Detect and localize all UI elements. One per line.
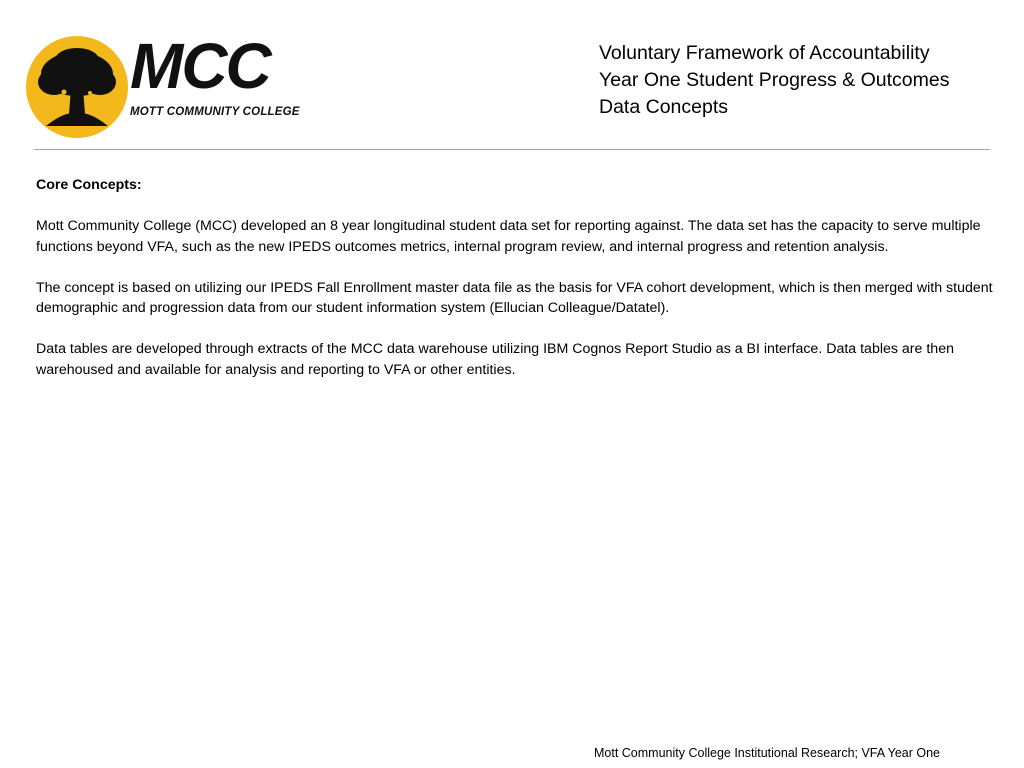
paragraph: The concept is based on utilizing our IPEDS Fall Enrollment master data file as the basis for VFA cohort development, which is then merged with student demographic and progression data from our student information system (Ellucian Colleague/Datatel). [36, 279, 993, 316]
section-heading: Core Concepts: [36, 177, 142, 193]
main-content [36, 175, 996, 401]
page-title-line: Year One Student Progress & Outcomes [599, 69, 950, 91]
page-title-line: Voluntary Framework of Accountability [599, 42, 930, 64]
tree-emblem-icon [26, 36, 128, 138]
page-title-line: Data Concepts [599, 96, 728, 118]
logo-wordmark: MCC [130, 30, 270, 102]
college-logo [26, 30, 316, 140]
footer-text: Mott Community College Institutional Research; VFA Year One [594, 746, 941, 760]
paragraph: Data tables are developed through extracts of the MCC data warehouse utilizing IBM Cognos Report Studio as a BI interface. Data tables are then warehoused and available for analysis and reporting to VFA or other entities. [36, 341, 954, 378]
header-divider [34, 149, 990, 150]
paragraph: Mott Community College (MCC) developed an 8 year longitudinal student data set for reporting against. The data set has the capacity to serve multiple functions beyond VFA, such as the new IPEDS outcomes metrics, internal program review, and internal progress and retention analysis. [36, 218, 981, 255]
logo-subtext: MOTT COMMUNITY COLLEGE [130, 106, 300, 118]
page-title [599, 40, 1009, 121]
